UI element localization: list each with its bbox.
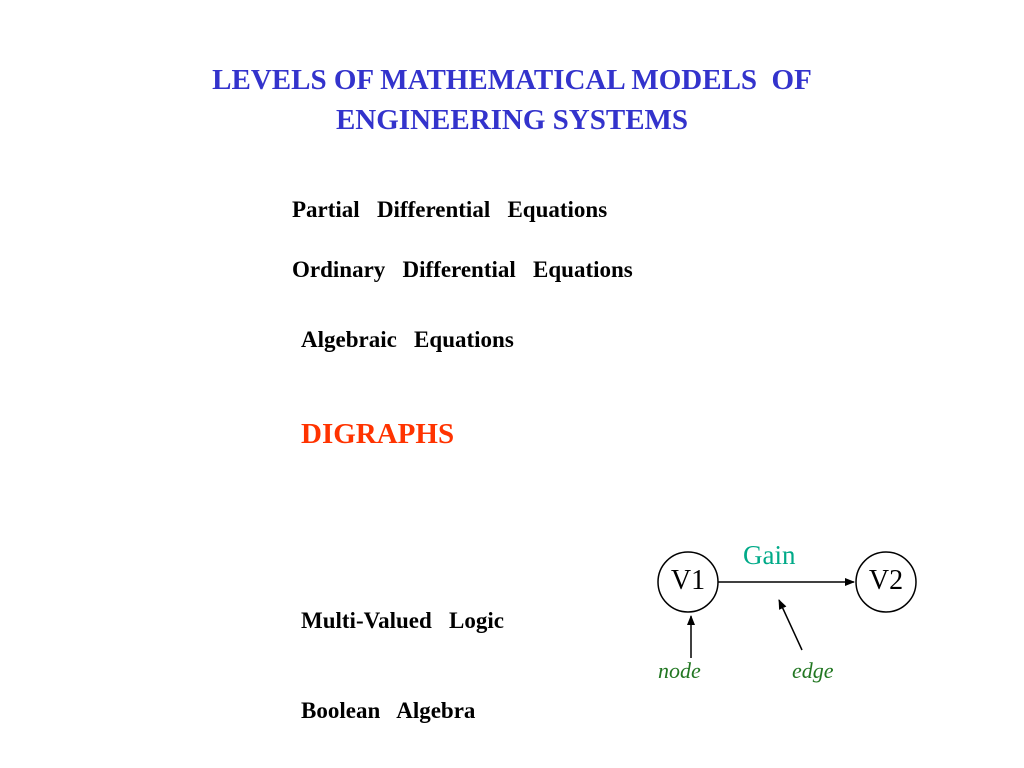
digraph-diagram	[620, 530, 960, 700]
title-line-1: LEVELS OF MATHEMATICAL MODELS OF	[212, 64, 812, 96]
node-v2-label: V2	[868, 565, 904, 596]
level-ode: Ordinary Differential Equations	[292, 257, 633, 282]
edge-note: edge	[792, 658, 834, 683]
gain-label: Gain	[743, 540, 796, 570]
level-multivalued-logic: Multi-Valued Logic	[301, 608, 504, 633]
level-algebraic: Algebraic Equations	[301, 327, 514, 352]
node-v1-label: V1	[670, 565, 706, 596]
slide-title	[0, 60, 1024, 140]
title-line-2: ENGINEERING SYSTEMS	[335, 104, 689, 136]
edge-pointer-arrow	[779, 600, 802, 650]
level-digraphs: DIGRAPHS	[301, 418, 455, 450]
node-note: node	[658, 658, 701, 683]
level-pde: Partial Differential Equations	[292, 197, 608, 222]
level-boolean-algebra: Boolean Algebra	[301, 698, 476, 723]
